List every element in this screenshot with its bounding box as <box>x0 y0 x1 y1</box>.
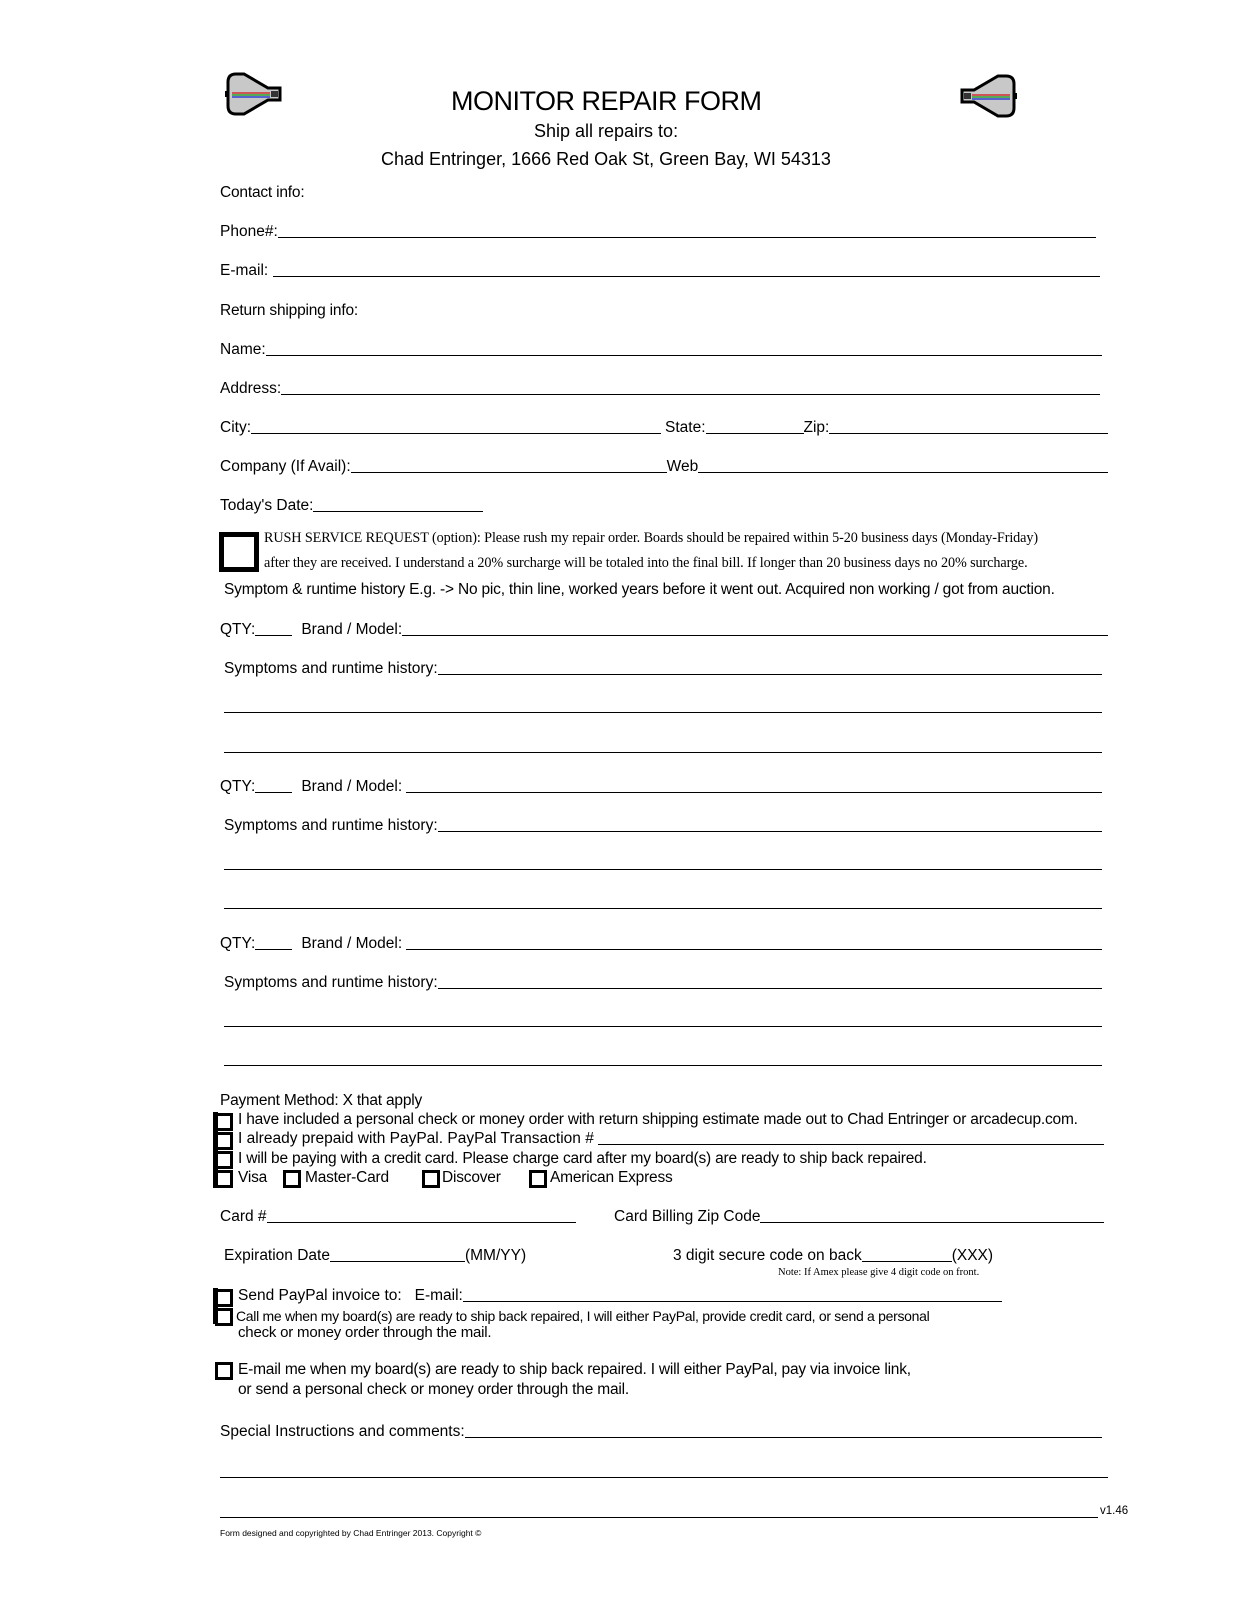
symptoms-line[interactable] <box>224 908 1102 909</box>
phone-field[interactable] <box>278 236 1096 238</box>
special-instructions-field[interactable] <box>465 1436 1102 1438</box>
expiration-row <box>224 1247 544 1265</box>
brand-label: Brand / Model: <box>301 935 407 952</box>
qty-label: QTY: <box>220 778 256 795</box>
company-field[interactable] <box>351 471 667 473</box>
discover-checkbox[interactable] <box>422 1170 440 1188</box>
item-2-symptoms-row <box>224 817 1102 835</box>
qty-field[interactable] <box>255 948 292 950</box>
symptoms-field[interactable] <box>438 673 1102 675</box>
item-3-row <box>220 935 1102 953</box>
email-me-line-2: or send a personal check or money order through the mail. <box>238 1381 629 1398</box>
email-me-line-1: E-mail me when my board(s) are ready to ship back repaired. I will either PayPal, pay via invoice link, <box>238 1361 911 1378</box>
visa-label: Visa <box>238 1169 268 1186</box>
ship-to-address: Chad Entringer, 1666 Red Oak St, Green Bay, WI 54313 <box>381 149 831 169</box>
qty-field[interactable] <box>255 634 292 636</box>
company-label: Company (If Avail): <box>220 458 351 475</box>
special-instructions-line[interactable] <box>220 1517 1098 1518</box>
brand-label: Brand / Model: <box>301 778 407 795</box>
item-3-symptoms-row <box>224 974 1102 992</box>
phone-label: Phone#: <box>220 223 278 240</box>
city-label: City: <box>220 419 251 436</box>
brand-field[interactable] <box>402 634 1108 636</box>
call-me-line-1: Call me when my board(s) are ready to ship back repaired, I will either PayPal, provide credit card, or send a personal <box>236 1308 930 1324</box>
date-field[interactable] <box>313 510 483 512</box>
phone-row <box>220 223 1096 241</box>
special-instructions-label: Special Instructions and comments: <box>220 1423 465 1440</box>
version-label: v1.46 <box>1100 1505 1129 1517</box>
security-code-label: 3 digit secure code on back <box>673 1247 862 1264</box>
city-row <box>220 419 1108 437</box>
qty-field[interactable] <box>255 791 292 793</box>
zip-label: Zip: <box>803 419 830 436</box>
security-code-format: (XXX) <box>951 1247 994 1264</box>
security-code-row <box>673 1247 1013 1265</box>
check-payment-label: I have included a personal check or money order with return shipping estimate made out to Chad Entringer or arcadecup.com. <box>238 1111 1078 1128</box>
page-title: MONITOR REPAIR FORM <box>451 86 762 116</box>
brand-label: Brand / Model: <box>301 621 403 638</box>
name-label: Name: <box>220 341 266 358</box>
brand-field[interactable] <box>406 791 1102 793</box>
amex-note: Note: If Amex please give 4 digit code on front. <box>778 1267 980 1278</box>
paypal-prepaid-checkbox[interactable] <box>215 1132 233 1150</box>
shipping-section-label: Return shipping info: <box>220 302 358 319</box>
discover-label: Discover <box>442 1169 501 1186</box>
billing-zip-label: Card Billing Zip Code <box>614 1208 761 1225</box>
symptoms-line[interactable] <box>224 1026 1102 1027</box>
mastercard-checkbox[interactable] <box>283 1170 301 1188</box>
state-label: State: <box>665 419 706 436</box>
state-field[interactable] <box>706 432 804 434</box>
rush-line-2: after they are received. I understand a 20% surcharge will be totaled into the final bill. If longer than 20 business days no 20% surcharge. <box>264 555 1028 571</box>
visa-checkbox[interactable] <box>215 1170 233 1188</box>
email-label: E-mail: <box>220 262 273 279</box>
symptom-hint: Symptom & runtime history E.g. -> No pic, thin line, worked years before it went out. Acquired non working / got from auction. <box>224 581 1055 598</box>
symptoms-field[interactable] <box>438 830 1102 832</box>
web-field[interactable] <box>698 471 1108 473</box>
web-label: Web <box>666 458 699 475</box>
symptoms-line[interactable] <box>224 712 1102 713</box>
paypal-prepaid-row <box>238 1130 1104 1148</box>
qty-label: QTY: <box>220 621 256 638</box>
paypal-invoice-row <box>238 1287 1002 1305</box>
symptoms-label: Symptoms and runtime history: <box>224 817 438 834</box>
item-2-row <box>220 778 1102 796</box>
billing-zip-row <box>614 1208 1104 1226</box>
paypal-transaction-field[interactable] <box>598 1143 1104 1145</box>
amex-checkbox[interactable] <box>529 1170 547 1188</box>
symptoms-line[interactable] <box>224 1065 1102 1066</box>
contact-section-label: Contact info: <box>220 184 305 201</box>
special-instructions-line[interactable] <box>220 1477 1108 1478</box>
expiration-field[interactable] <box>330 1260 465 1262</box>
company-row <box>220 458 1108 476</box>
name-field[interactable] <box>266 354 1102 356</box>
symptoms-line[interactable] <box>224 869 1102 870</box>
crt-tube-icon <box>956 72 1018 122</box>
credit-card-checkbox[interactable] <box>215 1151 233 1169</box>
call-me-line-2: check or money order through the mail. <box>238 1324 492 1341</box>
symptoms-label: Symptoms and runtime history: <box>224 660 438 677</box>
email-row <box>220 262 1100 280</box>
check-payment-checkbox[interactable] <box>215 1113 233 1131</box>
security-code-field[interactable] <box>862 1260 952 1262</box>
email-me-checkbox[interactable] <box>215 1362 233 1380</box>
rush-checkbox[interactable] <box>219 532 259 572</box>
symptoms-line[interactable] <box>224 752 1102 753</box>
special-instructions-row <box>220 1423 1102 1441</box>
billing-zip-field[interactable] <box>760 1221 1104 1223</box>
card-number-label: Card # <box>220 1208 267 1225</box>
credit-card-label: I will be paying with a credit card. Please charge card after my board(s) are ready to ship back repaired. <box>238 1150 927 1167</box>
paypal-invoice-email-field[interactable] <box>463 1300 1002 1302</box>
symptoms-field[interactable] <box>438 987 1102 989</box>
zip-field[interactable] <box>829 432 1108 434</box>
paypal-invoice-label: Send PayPal invoice to: E-mail: <box>238 1287 463 1304</box>
city-field[interactable] <box>251 432 661 434</box>
payment-heading: Payment Method: X that apply <box>220 1092 423 1109</box>
name-row <box>220 341 1102 359</box>
address-field[interactable] <box>281 393 1100 395</box>
call-me-checkbox[interactable] <box>215 1308 233 1326</box>
item-1-symptoms-row <box>224 660 1102 678</box>
qty-label: QTY: <box>220 935 256 952</box>
item-1-row <box>220 621 1108 639</box>
date-row <box>220 497 483 515</box>
rush-line-1: RUSH SERVICE REQUEST (option): Please rush my repair order. Boards should be repaired within 5-20 business days (Monday-Friday) <box>264 530 1038 546</box>
brand-field[interactable] <box>406 948 1102 950</box>
paypal-prepaid-label: I already prepaid with PayPal. PayPal Transaction # <box>238 1130 599 1147</box>
expiration-label: Expiration Date <box>224 1247 330 1264</box>
amex-label: American Express <box>550 1169 673 1186</box>
email-field[interactable] <box>273 275 1100 277</box>
mastercard-label: Master-Card <box>305 1169 389 1186</box>
date-label: Today's Date: <box>220 497 314 514</box>
copyright-footer: Form designed and copyrighted by Chad Entringer 2013. Copyright © <box>220 1528 482 1538</box>
symptoms-label: Symptoms and runtime history: <box>224 974 438 991</box>
card-number-field[interactable] <box>267 1221 576 1223</box>
address-row <box>220 380 1100 398</box>
expiration-format: (MM/YY) <box>464 1247 527 1264</box>
ship-to-label: Ship all repairs to: <box>534 121 679 141</box>
paypal-invoice-checkbox[interactable] <box>215 1289 233 1307</box>
address-label: Address: <box>220 380 282 397</box>
card-number-row <box>220 1208 576 1226</box>
crt-tube-icon <box>224 70 286 120</box>
